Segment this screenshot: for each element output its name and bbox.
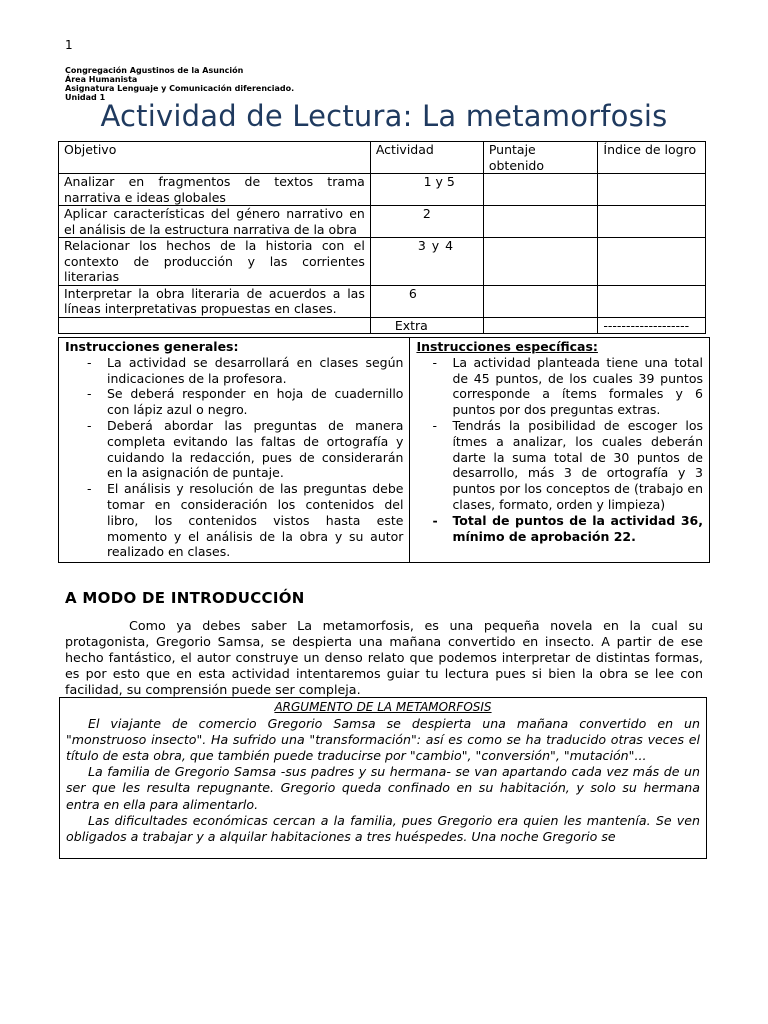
activity-cell [370, 238, 483, 286]
institution-header [65, 66, 294, 102]
specific-instructions-title: Instrucciones específicas: [416, 339, 598, 354]
list-item: - Tendrás la posibilidad de escoger los ítmes a analizar, los cuales deberán darte la suma total de 30 puntos de desarrollo, más 3 de ortografía y 3 puntos por los conceptos de (trabajo en clases, formato, orden y limpieza) [452, 418, 703, 513]
argument-box [59, 697, 707, 859]
score-cell [483, 206, 598, 238]
activity-cell: 1 y 5 [370, 174, 483, 206]
activity-cell: 2 [370, 206, 483, 238]
objective-cell [59, 317, 371, 334]
argument-paragraph: El viajante de comercio Gregorio Samsa se despierta una mañana convertido en un "monstruoso insecto". Ha sufrido una "transformación": así es como se ha traducido otras veces el título de esta obra, que también puede traducirse por "cambio", "conversión", "mutación"... [66, 716, 700, 764]
header-indice: Índice de logro [598, 142, 706, 174]
table-row-extra [59, 317, 706, 334]
header-objetivo: Objetivo [59, 142, 371, 174]
header-line-subject: Asignatura Lenguaje y Comunicación diferenciado. [65, 84, 295, 93]
index-cell [598, 174, 706, 206]
score-cell [483, 174, 598, 206]
header-puntaje: Puntaje obtenido [483, 142, 598, 174]
extra-index-cell: ------------------- [598, 317, 706, 334]
score-cell [483, 317, 598, 334]
argument-paragraph: La familia de Gregorio Samsa -sus padres y su hermana- se van apartando cada vez más de un ser que les resulta repugnante. Gregorio queda confinado en su habitación, y solo su hermana entra en ella para alimentarlo. [66, 764, 700, 812]
instructions-table [58, 337, 710, 563]
extra-activity-cell: Extra [370, 317, 483, 334]
objective-cell: Analizar en fragmentos de textos trama narrativa e ideas globales [59, 174, 371, 206]
page-number: 1 [65, 38, 73, 52]
activity-cell: 6 [370, 285, 483, 317]
specific-instructions [410, 338, 710, 563]
page-title: Actividad de Lectura: La metamorfosis [100, 99, 668, 133]
table-row [59, 206, 706, 238]
table-row [59, 285, 706, 317]
header-line-unit: Unidad 1 [65, 93, 106, 102]
table-row [59, 238, 706, 286]
index-cell [598, 285, 706, 317]
index-cell [598, 206, 706, 238]
objective-cell: Relacionar los hechos de la historia con el contexto de producción y las corrientes literarias [59, 238, 371, 286]
argument-paragraph: Las dificultades económicas cercan a la familia, pues Gregorio era quien les mantenía. Se ven obligados a trabajar y a alquilar habitaciones a tres huéspedes. Una noche Gregorio se [66, 812, 700, 844]
objective-cell: Interpretar la obra literaria de acuerdos a las líneas interpretativas propuestas en clases. [59, 285, 371, 317]
list-item: - La actividad se desarrollará en clases según indicaciones de la profesora. [107, 355, 403, 387]
score-cell [483, 285, 598, 317]
list-item: - El análisis y resolución de las preguntas debe tomar en consideración los contenidos del libro, los contenidos vistos hasta este momento y el análisis de la obra y su autor realizado en clases. [107, 481, 403, 560]
general-instructions [59, 338, 410, 563]
objective-cell: Aplicar características del género narrativo en el análisis de la estructura narrativa de la obra [59, 206, 371, 238]
list-item: - Se deberá responder en hoja de cuadernillo con lápiz azul o negro. [107, 386, 403, 418]
table-row [59, 174, 706, 206]
score-cell [483, 238, 598, 286]
total-points-item: - Total de puntos de la actividad 36, mínimo de aprobación 22. [452, 513, 703, 545]
header-line-congregation: Congregación Agustinos de la Asunción [65, 66, 244, 75]
argument-title: ARGUMENTO DE LA METAMORFOSIS [274, 700, 492, 714]
table-header-row [59, 142, 706, 174]
header-actividad: Actividad [370, 142, 483, 174]
intro-paragraph: Como ya debes saber La metamorfosis, es una pequeña novela en la cual su protagonista, Gregorio Samsa, se despierta una mañana convertido en insecto. A partir de ese hecho fantástico, el autor construye un denso relato que podemos interpretar de distintas formas, es por esto que en esta actividad intentaremos guiar tu lectura pues si bien la obra se lee con facilidad, su comprensión puede ser compleja. [65, 618, 703, 698]
objectives-table [58, 141, 706, 334]
header-line-area: Área Humanista [65, 75, 138, 84]
index-cell [598, 238, 706, 286]
general-instructions-title: Instrucciones generales: [65, 339, 239, 354]
intro-heading: A MODO DE INTRODUCCIÓN [65, 589, 305, 607]
list-item: - La actividad planteada tiene una total de 45 puntos, de los cuales 39 puntos corresponde a ítems formales y 6 puntos por dos preguntas extras. [452, 355, 703, 418]
list-item: - Deberá abordar las preguntas de manera completa evitando las faltas de ortografía y cuidando la redacción, pues de considerarán en la asignación de puntaje. [107, 418, 403, 481]
activity-cell-text: 3 y 4 [417, 238, 454, 253]
